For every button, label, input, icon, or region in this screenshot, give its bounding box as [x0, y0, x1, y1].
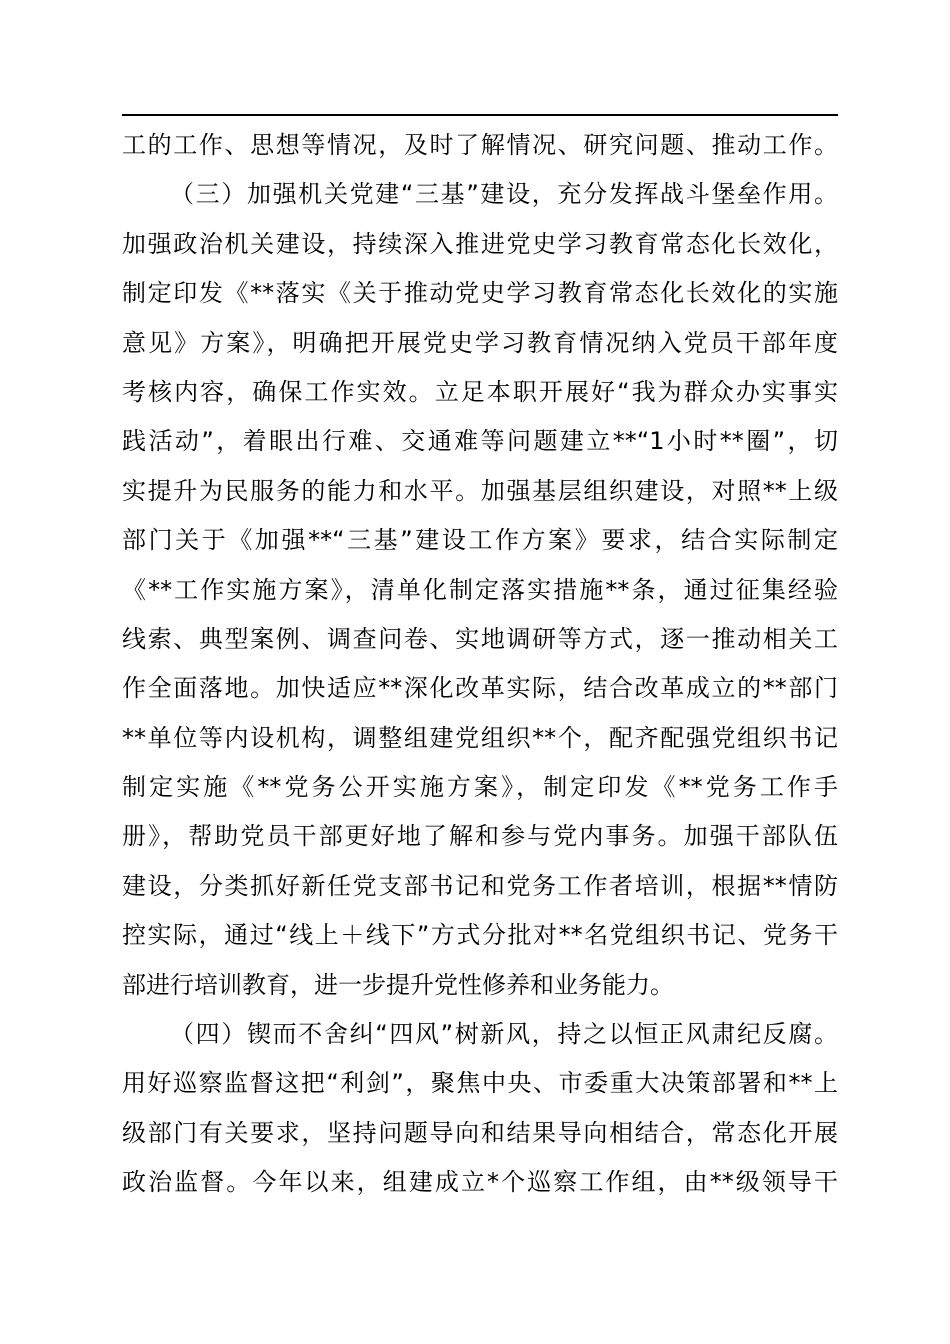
text-line: 意见》方案》，明确把开展党史学习教育情况纳入党员干部年度	[122, 328, 838, 357]
text-line: 践活动”，着眼出行难、交通难等问题建立**“1小时**圈”，切	[122, 427, 838, 456]
text-line: 用好巡察监督这把“利剑”，聚焦中央、市委重大决策部署和**上	[122, 1069, 838, 1098]
text-line: 线索、典型案例、调查问卷、实地调研等方式，逐一推动相关工	[122, 624, 838, 653]
text-line: 工的工作、思想等情况，及时了解情况、研究问题、推动工作。	[122, 131, 838, 159]
text-line: 考核内容，确保工作实效。立足本职开展好“我为群众办实事实	[122, 377, 838, 406]
section-heading-4: （四）锲而不舍纠“四风”树新风，持之以恒正风肃纪反腐。	[170, 1020, 838, 1049]
text-line: 实提升为民服务的能力和水平。加强基层组织建设，对照**上级	[122, 476, 838, 505]
text-line: 政治监督。今年以来，组建成立*个巡察工作组，由**级领导干	[122, 1168, 838, 1197]
text-line: 制定印发《**落实《关于推动党史学习教育常态化长效化的实施	[122, 279, 838, 308]
text-line: 级部门有关要求，坚持问题导向和结果导向相结合，常态化开展	[122, 1118, 838, 1147]
text-line: 加强政治机关建设，持续深入推进党史学习教育常态化长效化，	[122, 229, 838, 258]
text-line: 制定实施《**党务公开实施方案》，制定印发《**党务工作手	[122, 773, 838, 802]
text-line: 部门关于《加强**“三基”建设工作方案》要求，结合实际制定	[122, 526, 838, 555]
header-rule	[122, 114, 838, 116]
text-line: **单位等内设机构，调整组建党组织**个，配齐配强党组织书记	[122, 723, 838, 752]
text-line: 部进行培训教育，进一步提升党性修养和业务能力。	[122, 970, 674, 999]
text-line: 册》，帮助党员干部更好地了解和参与党内事务。加强干部队伍	[122, 822, 838, 851]
text-line: 《**工作实施方案》，清单化制定落实措施**条，通过征集经验	[122, 575, 838, 604]
text-line: 控实际，通过“线上＋线下”方式分批对**名党组织书记、党务干	[122, 921, 838, 950]
section-heading-3: （三）加强机关党建“三基”建设，充分发挥战斗堡垒作用。	[170, 180, 838, 209]
body-text	[122, 121, 838, 1208]
text-line: 建设，分类抓好新任党支部书记和党务工作者培训，根据**情防	[122, 871, 838, 900]
text-line: 作全面落地。加快适应**深化改革实际，结合改革成立的**部门	[122, 674, 838, 703]
